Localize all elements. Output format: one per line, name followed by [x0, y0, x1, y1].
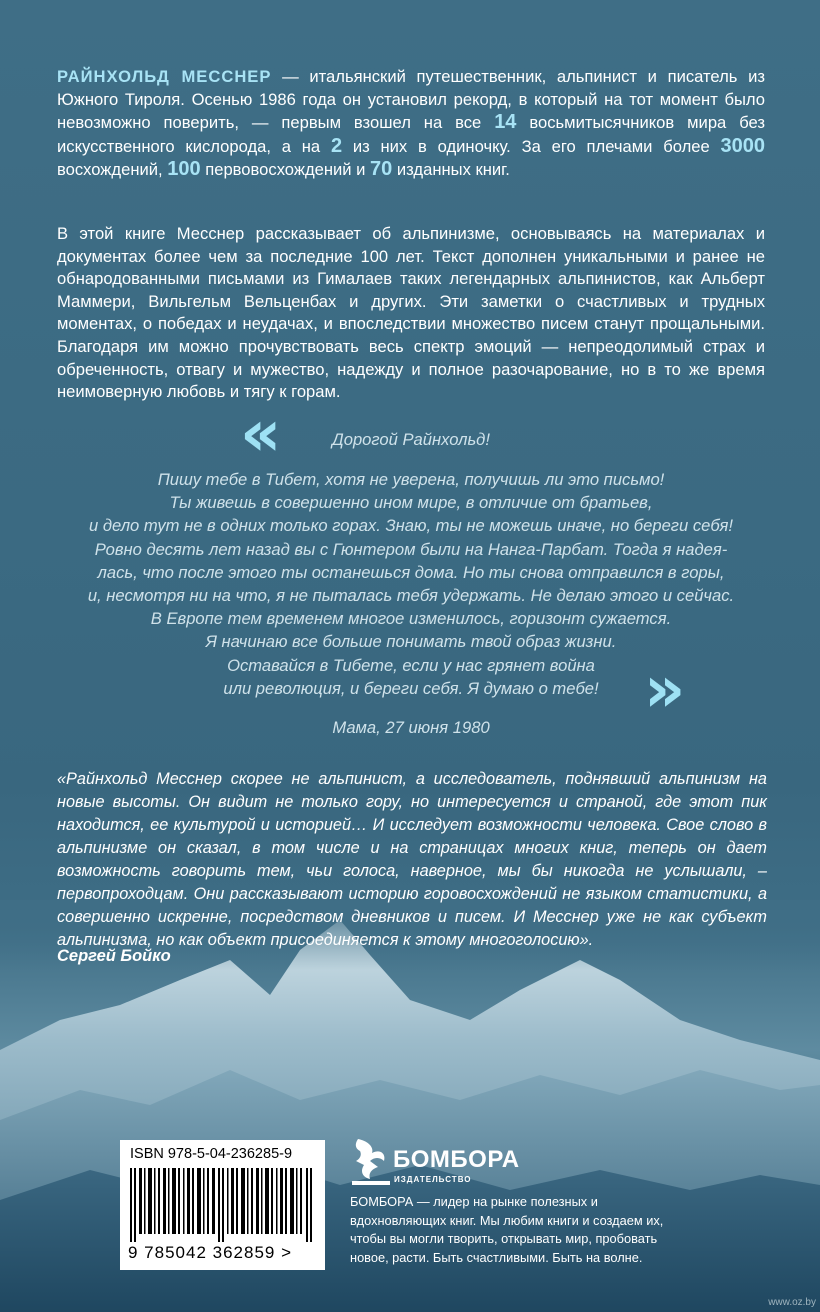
letter-line: и, несмотря ни на что, я не пыталась тебя удержать. Не делаю этого и сейчас.: [87, 586, 735, 606]
author-name: РАЙНХОЛЬД МЕССНЕР: [57, 67, 272, 86]
letter-line: Ты живешь в совершенно ином мире, в отличие от братьев,: [169, 493, 653, 513]
book-description: В этой книге Месснер рассказывает об альпинизме, основываясь на материалах и документах более чем за последние 100 лет. Текст дополнен уникальными и ранее не обнародованными письмами из Гималаев таких легендарных альпинистов, как Альберт Маммери, Вильгельм Вельценбах и других. Эти заметки о счастливых и трудных моментах, о победах и неудачах, и впоследствии множество писем станут прощальными. Благодаря им можно прочувствовать весь спектр эмоций — непреодолимый страх и обреченность, отвагу и мужество, надежду и полное разочарование, но в то же время неимоверную любовь и тягу к горам.: [57, 224, 765, 402]
barcode-digits: 9 785042 362859 >: [128, 1243, 293, 1262]
letter-line: или революция, и береги себя. Я думаю о тебе!: [223, 678, 599, 698]
double-right-chevron-icon: »: [644, 653, 686, 727]
barcode-block: [120, 1140, 325, 1270]
barcode-icon: [130, 1168, 312, 1242]
letter-line: Оставайся в Тибете, если у нас грянет война: [227, 655, 595, 675]
publisher-name: БОМБОРА: [393, 1146, 520, 1173]
intro-text: первовосхождений и: [200, 160, 371, 180]
letter-line: В Европе тем временем многое изменилось, горизонт сужается.: [150, 609, 672, 629]
letter-line: лась, что после этого ты останешься дома. Но ты снова отправился в горы,: [97, 562, 725, 582]
count-ascents: 3000: [720, 134, 765, 157]
count-solo: 2: [330, 134, 343, 157]
count-first-ascents: 100: [167, 158, 201, 181]
intro-text: восьмитысячников мира без искусственного кислорода, а на: [57, 113, 765, 156]
letter-line: и дело тут не в одних только горах. Знаю, ты не можешь иначе, но береги себя!: [89, 516, 733, 536]
double-left-chevron-icon: «: [240, 397, 282, 471]
publisher-subtitle: ИЗДАТЕЛЬСТВО: [394, 1175, 472, 1184]
site-watermark: www.oz.by: [768, 1297, 816, 1308]
letter-line: Ровно десять лет назад вы с Гюнтером были на Нанга-Парбат. Тогда я надея-: [94, 539, 728, 559]
count-books: 70: [370, 158, 393, 181]
intro-text: — итальянский путешественник, альпинист и писатель из Южного Тироля. Осенью 1986 года он установил рекорд, в который на тот момент было невозможно поверить, — первым взошел на все: [57, 67, 765, 133]
count-eight-thousanders: 14: [494, 111, 517, 134]
intro-text: изданных книг.: [392, 160, 510, 180]
review-author: Сергей Бойко: [57, 947, 171, 965]
bombora-wave-logo-icon: [350, 1137, 392, 1189]
letter-line: Я начинаю все больше понимать твой образ жизни.: [205, 632, 617, 652]
letter-signature: Мама, 27 июня 1980: [332, 718, 490, 737]
letter-greeting: Дорогой Райнхольд!: [332, 430, 490, 449]
intro-text: из них в одиночку. За его плечами более: [342, 136, 721, 156]
publisher-description: БОМБОРА — лидер на рынке полезных и вдохновляющих книг. Мы любим книги и создаем их, чтобы вы могли творить, открывать мир, пробовать новое, расти. Быть счастливыми. Быть на волне.: [350, 1194, 664, 1265]
review-quote: «Райнхольд Месснер скорее не альпинист, а исследователь, поднявший альпинизм на новые высоты. Он видит не только гору, но интересуется и страной, где этот пик находится, ее культурой и историей… И исследует возможности человека. Свое слово в альпинизме он сказал, в том числе и на страницах многих книг, теперь он дает возможность говорить тем, чьи голоса, наверное, мы бы никогда не услышали, – первопроходцам. Они рассказывают историю горовосхождений не языком статистики, а совершенно искренне, посредством дневников и писем. И Месснер уже не как субъект альпинизма, но как объект присоединяется к этому многоголосию».: [57, 770, 767, 949]
intro-text: восхождений,: [57, 160, 168, 180]
letter-line: Пишу тебе в Тибет, хотя не уверена, получишь ли это письмо!: [157, 470, 665, 489]
isbn-number: ISBN 978-5-04-236285-9: [130, 1146, 293, 1162]
author-intro: [57, 66, 765, 182]
